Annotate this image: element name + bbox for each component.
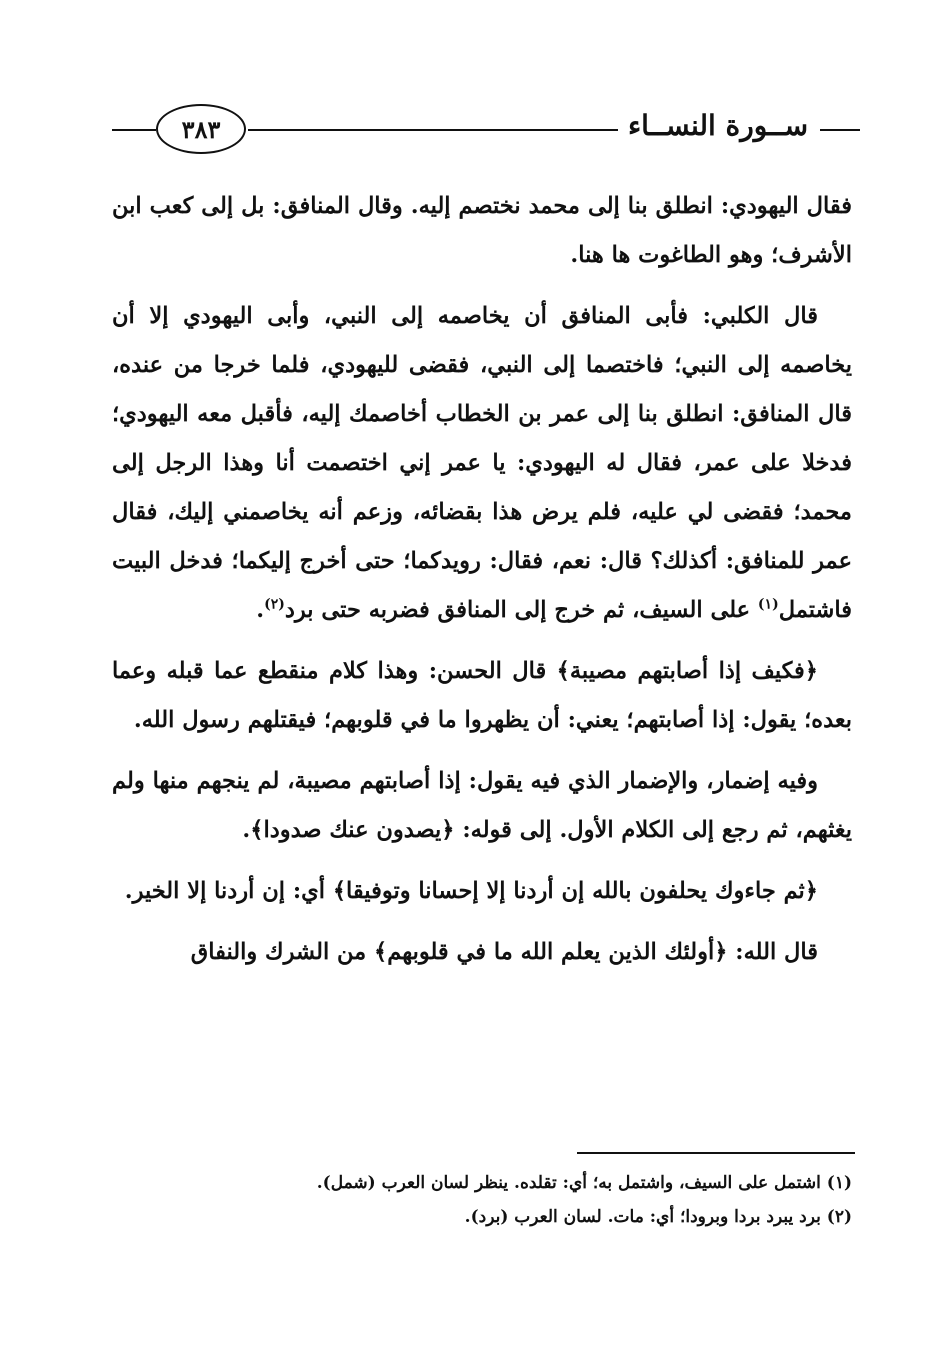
paragraph-2-text-c: . — [256, 597, 265, 623]
paragraph-1: فقال اليهودي: انطلق بنا إلى محمد نختصم إليه. وقال المنافق: بل إلى كعب ابن الأشرف؛ وهو الطاغوت ها هنا. — [112, 193, 852, 268]
paragraph-2-text-a: قال الكلبي: فأبى المنافق أن يخاصمه إلى النبي، وأبى اليهودي إلا أن يخاصمه إلى النبي؛ فاختصما إلى النبي، فقضى لليهودي، فلما خرجا من عنده، قال المنافق: انطلق بنا إلى عمر بن الخطاب أخاصمك إليه، فأقبل معه اليهودي؛ فدخلا على عمر، فقال له اليهودي: يا عمر إني اختصمت أنا وهذا الرجل إلى محمد؛ فقضى لي عليه، فلم يرض هذا بقضائه، وزعم أنه يخاصمني إليك، فقال عمر للمنافق: أكذلك؟ قال: نعم، فقال: رويدكما؛ حتى أخرج إليكما؛ فدخل البيت فاشتمل — [112, 303, 852, 623]
footnote-ref-2: (٢) — [264, 596, 285, 613]
footnotes — [112, 1166, 852, 1234]
paragraph-3: ﴿فكيف إذا أصابتهم مصيبة﴾ قال الحسن: وهذا كلام منقطع عما قبله وعما بعده؛ يقول: إذا أصابتهم؛ يعني: أن يظهروا ما في قلوبهم؛ فيقتلهم رسول الله. — [112, 658, 852, 733]
main-text — [112, 182, 852, 989]
footnote-1: (١) اشتمل على السيف، واشتمل به؛ أي: تقلده. ينظر لسان العرب (شمل). — [316, 1173, 852, 1193]
footnote-separator — [577, 1152, 855, 1154]
footnote-ref-1: (١) — [757, 596, 779, 613]
footnote-2: (٢) برد يبرد بردا وبرودا؛ أي: مات. لسان العرب (برد). — [464, 1207, 852, 1227]
paragraph-2-text-b: على السيف، ثم خرج إلى المنافق فضربه حتى برد — [284, 597, 758, 623]
page-header — [112, 96, 860, 162]
page-number: ٣٨٣ — [156, 104, 246, 154]
surah-title: ســورة النســاء — [618, 106, 818, 146]
header-rule-left — [112, 129, 156, 131]
paragraph-4: وفيه إضمار، والإضمار الذي فيه يقول: إذا أصابتهم مصيبة، لم ينجهم منها ولم يغثهم، ثم رجع إلى الكلام الأول. إلى قوله: ﴿يصدون عنك صدودا﴾. — [112, 768, 852, 843]
paragraph-5: ﴿ثم جاءوك يحلفون بالله إن أردنا إلا إحسانا وتوفيقا﴾ أي: إن أردنا إلا الخير. — [124, 878, 818, 904]
header-rule-right — [820, 129, 860, 131]
paragraph-6: قال الله: ﴿أولئك الذين يعلم الله ما في قلوبهم﴾ من الشرك والنفاق — [190, 939, 818, 965]
paragraph-2 — [112, 292, 852, 635]
